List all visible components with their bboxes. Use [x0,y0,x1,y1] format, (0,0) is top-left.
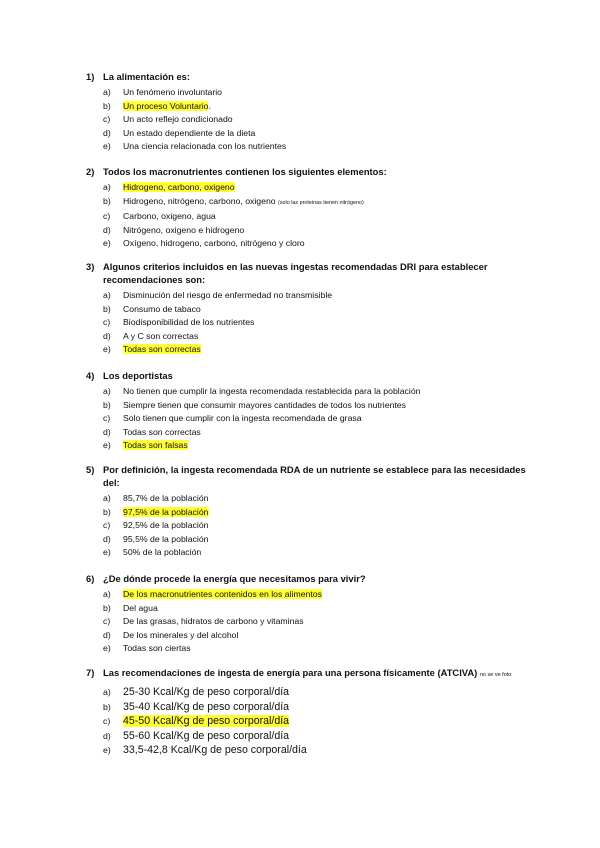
question-text: Las recomendaciones de ingesta de energía para una persona físicamente (ATCIVA) [103,667,478,678]
options-list [103,492,526,560]
option-letter: a) [103,290,111,300]
option-text: A y C son correctas [123,330,199,341]
option-letter: d) [103,224,111,235]
option-text: Consumo de tabaco [123,303,201,314]
option-text: Del agua [123,602,158,613]
option-text: Un estado dependiente de la dieta [123,127,256,138]
option-e [103,343,526,357]
option-text: Todas son correctas [123,426,201,437]
option-text: Disminución del riesgo de enfermedad no transmisible [123,290,333,300]
option-letter: c) [103,520,111,531]
option-text: 25-30 Kcal/Kg de peso corporal/día [123,686,290,698]
option-text: Un acto reflejo condicionado [123,114,233,125]
option-letter: c) [103,616,111,627]
option-letter: d) [103,629,111,640]
question-1 [86,70,526,154]
option-text: Siempre tienen que consumir mayores cantidades de todos los nutrientes [123,399,406,410]
option-d [103,533,526,547]
option-c [103,113,526,127]
question-text: ¿De dónde procede la energía que necesitamos para vivir? [103,573,366,584]
option-a [103,289,526,303]
option-d [103,127,526,141]
question-text: Todos los macronutrientes contienen los siguientes elementos: [103,166,387,177]
option-b [103,100,526,114]
question-2 [86,165,526,251]
option-letter: e) [103,238,111,249]
option-letter: e) [103,547,111,558]
question-heading [86,463,526,489]
options-list [103,385,526,453]
option-c [103,714,526,729]
question-heading [86,369,526,382]
option-letter: e) [103,643,111,654]
option-text: Carbono, oxigeno, agua [123,211,216,222]
option-letter: d) [103,533,111,544]
option-letter: e) [103,745,111,756]
question-7 [86,666,526,758]
question-number: 3) [86,261,95,272]
option-text: Hidrogeno, nitrógeno, carbono, oxigeno [123,195,276,206]
question-text: La alimentación es: [103,71,191,82]
highlighted-answer: De los macronutrientes contenidos en los alimentos [123,589,322,599]
option-e [103,546,526,560]
options-list [103,685,526,758]
option-text: Una ciencia relacionada con los nutrientes [123,141,287,152]
question-6 [86,572,526,656]
option-text: No tienen que cumplir la ingesta recomendada restablecida para la población [123,386,421,396]
option-letter: d) [103,730,111,741]
highlighted-answer: Todas son correctas [123,344,201,355]
option-letter: b) [103,506,111,517]
question-heading [86,260,526,286]
option-e [103,140,526,154]
option-a [103,86,526,100]
highlighted-answer: Hidrogeno, carbono, oxigeno [123,182,235,192]
option-text: Solo tienen que cumplir con la ingesta recomendada de grasa [123,413,362,424]
option-text: 50% de la población [123,547,202,558]
options-list [103,86,526,154]
option-letter: a) [103,687,111,697]
question-note: no se ve foto [479,672,512,678]
option-letter: c) [103,211,111,222]
option-text: De los minerales y del alcohol [123,629,239,640]
options-list [103,588,526,656]
option-c [103,519,526,533]
option-letter: a) [103,589,111,599]
option-letter: b) [103,100,111,111]
option-text: Oxígeno, hidrogeno, carbono, nitrógeno y cloro [123,238,305,249]
option-e [103,237,526,251]
option-b [103,399,526,413]
question-heading [86,666,526,682]
question-heading [86,165,526,178]
option-e [103,642,526,656]
option-letter: c) [103,114,111,125]
option-letter: b) [103,303,111,314]
question-text: Algunos criterios incluidos en las nuevas ingestas recomendadas DRI para establecer recomendaciones son: [103,261,488,285]
option-letter: a) [103,386,111,396]
highlighted-answer: Todas son falsas [123,440,188,451]
option-text: 35-40 Kcal/Kg de peso corporal/día [123,700,290,713]
option-letter: b) [103,701,111,712]
option-letter: c) [103,716,111,727]
option-text: 85,7% de la población [123,493,209,503]
option-e [103,439,526,453]
question-heading [86,572,526,585]
option-letter: e) [103,141,111,152]
option-text: 95,5% de la población [123,533,209,544]
option-text: De las grasas, hidratos de carbono y vitaminas [123,616,304,627]
highlighted-answer: 45-50 Kcal/Kg de peso corporal/día [123,715,290,728]
option-d [103,629,526,643]
options-list [103,289,526,357]
option-letter: a) [103,182,111,192]
option-note: (solo las proteinas tienen nitrógeno) [278,199,364,206]
option-letter: e) [103,440,111,451]
option-c [103,412,526,426]
option-a [103,492,526,506]
option-text: Nitrógeno, oxigeno e hidrogeno [123,224,245,235]
option-d [103,330,526,344]
option-d [103,426,526,440]
highlighted-answer: Un proceso Voluntario [123,100,209,111]
question-number: 4) [86,370,95,381]
option-letter: d) [103,127,111,138]
option-b [103,700,526,715]
option-letter: a) [103,87,111,97]
option-suffix: . [208,100,211,111]
option-d [103,224,526,238]
option-text: Un fenómeno involuntario [123,87,223,97]
option-c [103,210,526,224]
option-a [103,588,526,602]
question-number: 6) [86,573,95,584]
question-text: Los deportistas [103,370,173,381]
options-list [103,181,526,251]
option-letter: a) [103,493,111,503]
option-text: Todas son ciertas [123,643,191,654]
option-a [103,181,526,195]
question-5 [86,463,526,560]
question-text: Por definición, la ingesta recomendada RDA de un nutriente se establece para las necesidades del: [103,464,526,488]
question-heading [86,70,526,83]
option-text: Biodisponibilidad de los nutrientes [123,317,255,328]
question-number: 7) [86,667,95,678]
option-b [103,195,526,211]
option-text: 92,5% de la población [123,520,209,531]
option-e [103,743,526,758]
option-letter: b) [103,195,111,206]
question-number: 5) [86,464,95,475]
option-a [103,385,526,399]
option-text: 55-60 Kcal/Kg de peso corporal/día [123,729,290,742]
option-c [103,316,526,330]
option-b [103,602,526,616]
question-number: 2) [86,166,95,177]
highlighted-answer: 97,5% de la población [123,506,209,517]
option-a [103,685,526,700]
question-number: 1) [86,71,95,82]
option-b [103,303,526,317]
option-c [103,615,526,629]
option-letter: c) [103,317,111,328]
option-letter: d) [103,330,111,341]
question-3 [86,260,526,357]
option-d [103,729,526,744]
option-letter: b) [103,602,111,613]
option-letter: c) [103,413,111,424]
option-b [103,506,526,520]
option-text: 33,5-42,8 Kcal/Kg de peso corporal/día [123,744,307,757]
question-4 [86,369,526,453]
option-letter: d) [103,426,111,437]
option-letter: e) [103,344,111,355]
option-letter: b) [103,399,111,410]
